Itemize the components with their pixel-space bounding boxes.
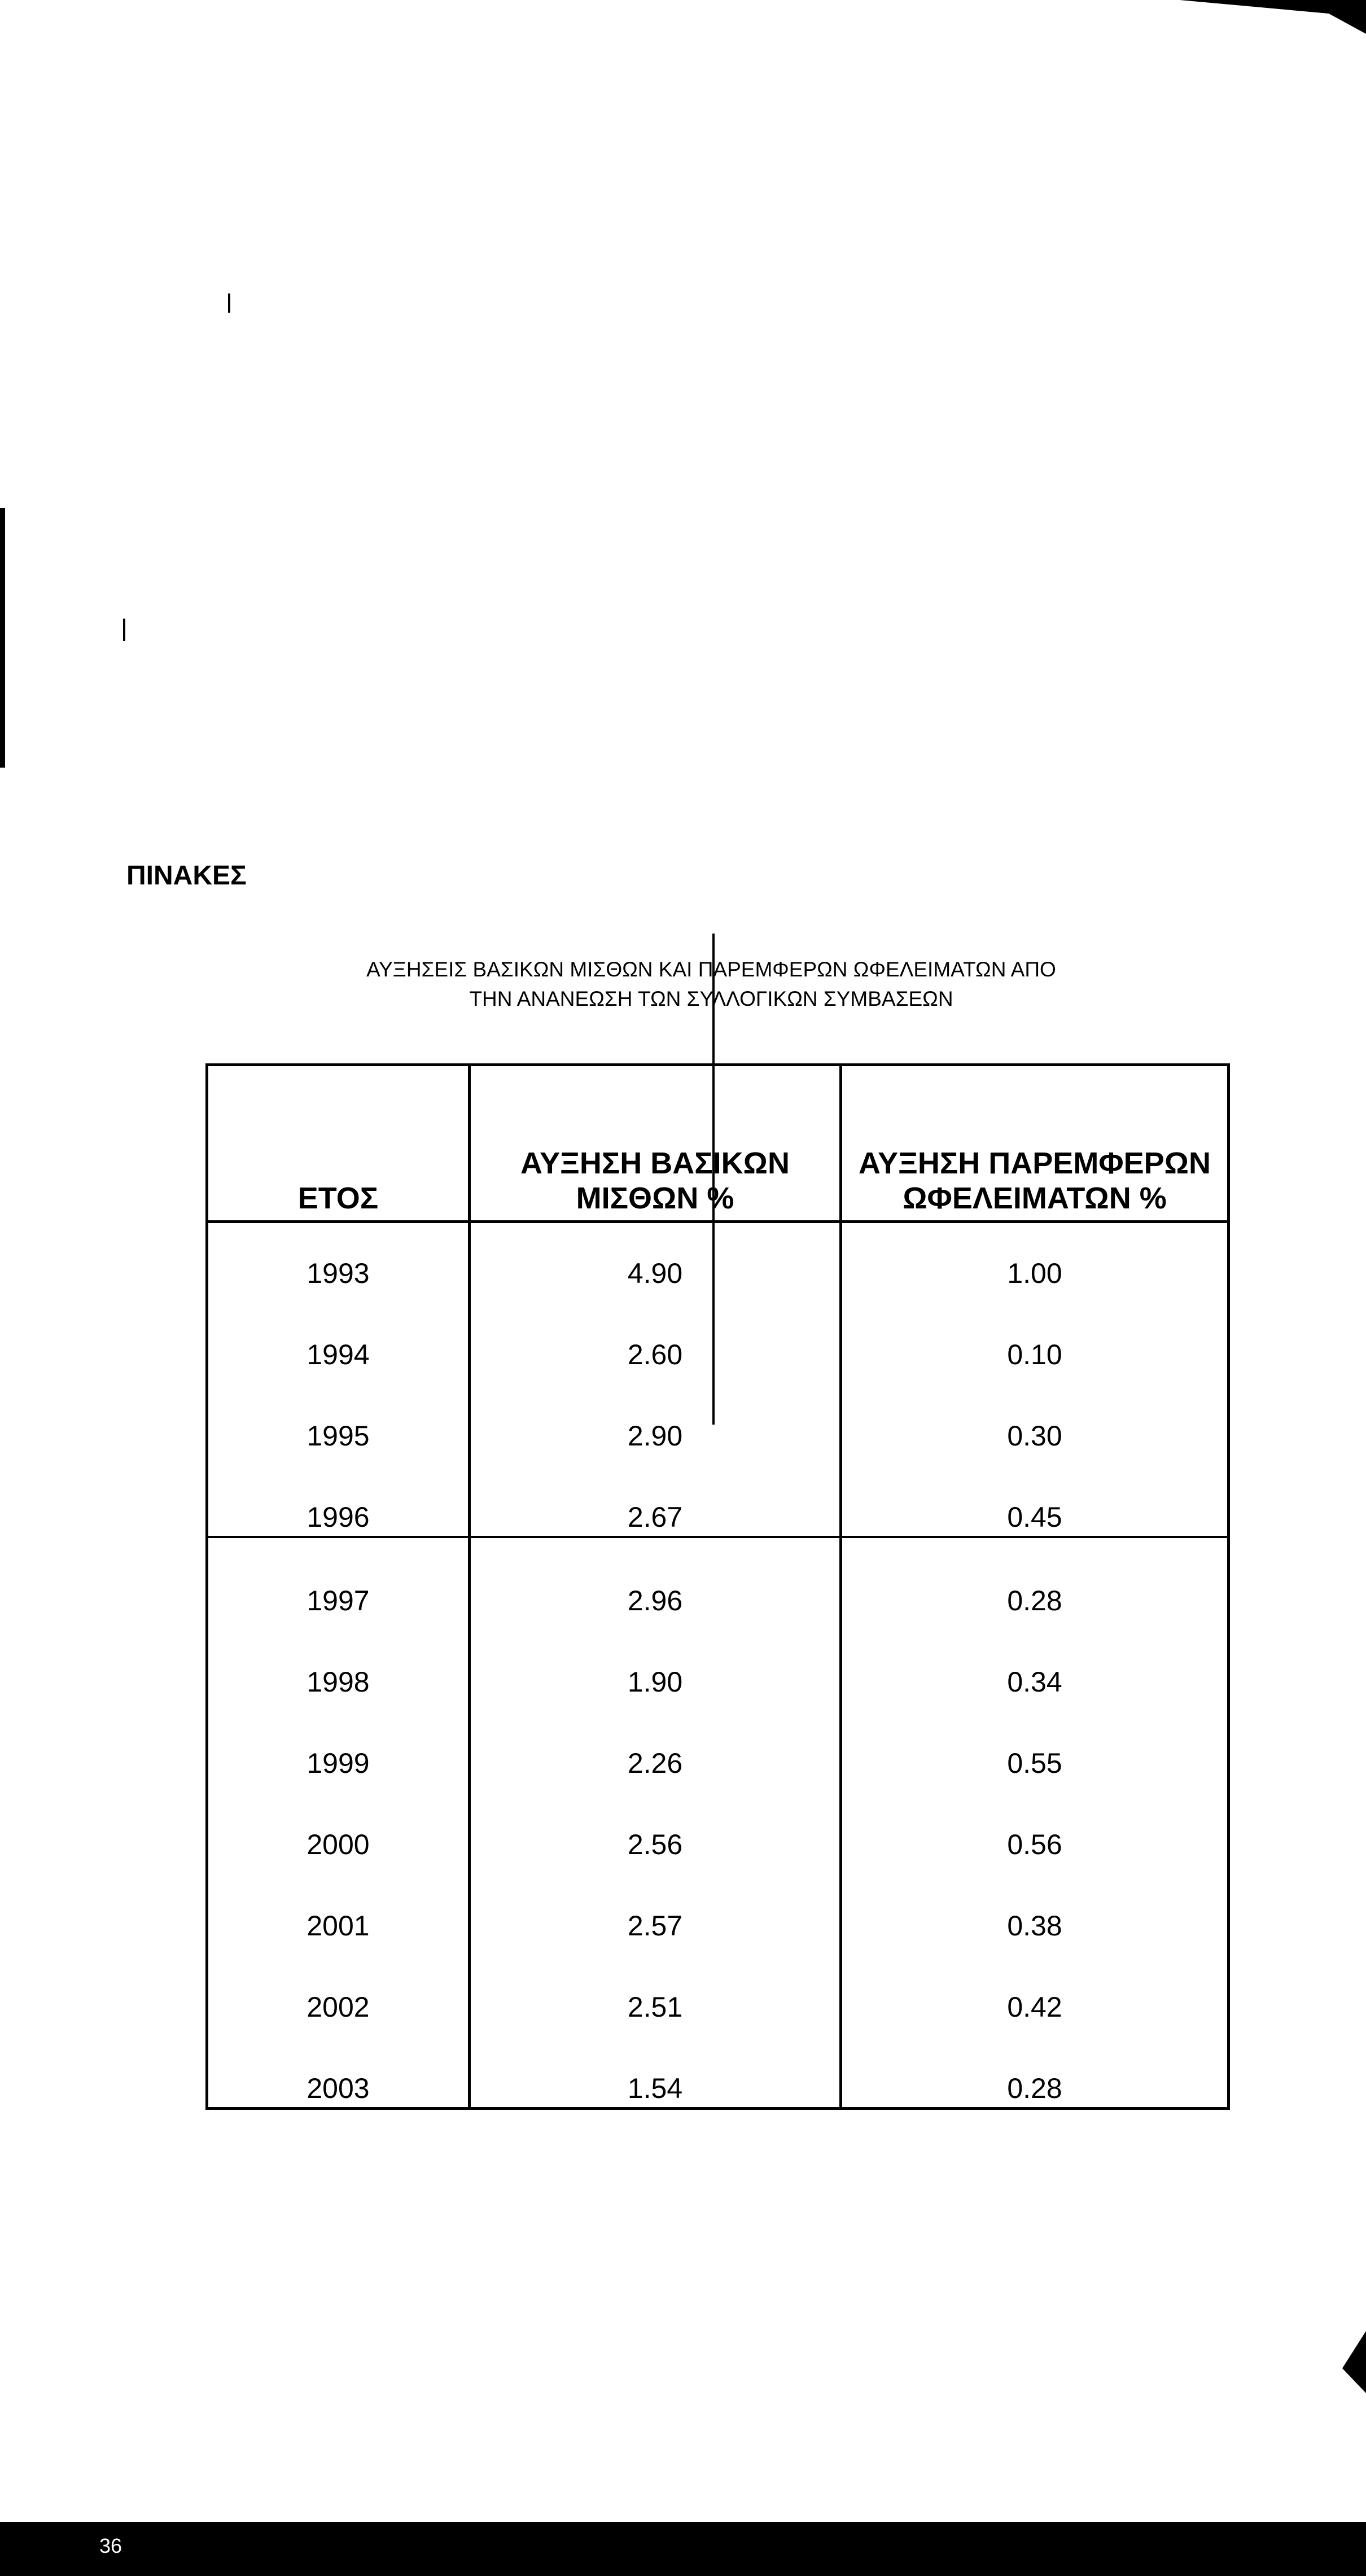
wage-increase-table xyxy=(205,1063,1230,2110)
year-cell: 1997 xyxy=(307,1585,370,1616)
table-row xyxy=(207,1455,1229,1537)
fringe-benefit-cell: 0.28 xyxy=(841,2026,1229,2109)
table-body xyxy=(207,1222,1229,2109)
table-caption xyxy=(260,955,1163,1014)
basic-wage-cell: 2.26 xyxy=(470,1701,841,1782)
page-footer xyxy=(0,2522,1366,2576)
table-row xyxy=(207,1782,1229,1863)
table-row xyxy=(207,1537,1229,1619)
scan-mark-bottom-right-corner xyxy=(1342,2331,1366,2393)
basic-wage-cell: 2.90 xyxy=(470,1373,841,1455)
fringe-benefit-cell: 1.00 xyxy=(841,1222,1229,1293)
header-fringe-benefit-increase: ΑΥΞΗΣΗ ΠΑΡΕΜΦΕΡΩΝ ΩΦΕΛΕΙΜΑΤΩΝ % xyxy=(841,1065,1229,1222)
basic-wage-cell: 2.57 xyxy=(470,1863,841,1944)
basic-wage-cell: 2.96 xyxy=(470,1537,841,1619)
table-row xyxy=(207,1292,1229,1373)
fringe-benefit-cell: 0.42 xyxy=(841,1944,1229,2026)
year-cell: 1999 xyxy=(307,1747,370,1779)
section-heading: ΠΙΝΑΚΕΣ xyxy=(126,861,247,891)
year-cell: 1996 xyxy=(207,1455,470,1537)
year-cell: 1994 xyxy=(307,1339,370,1370)
fringe-benefit-cell: 0.56 xyxy=(841,1782,1229,1863)
scan-mark-left-tick xyxy=(123,619,125,641)
year-cell: 2001 xyxy=(307,1910,370,1942)
year-cell: 1993 xyxy=(307,1258,370,1289)
table-row xyxy=(207,1863,1229,1944)
year-cell: 2000 xyxy=(307,1829,370,1860)
basic-wage-cell: 2.51 xyxy=(470,1944,841,2026)
table-caption-line-1: ΑΥΞΗΣΕΙΣ ΒΑΣΙΚΩΝ ΜΙΣΘΩΝ ΚΑΙ ΠΑΡΕΜΦΕΡΩΝ ΩΦΕΛΕΙΜΑΤΩΝ ΑΠΟ xyxy=(366,958,1056,981)
scan-mark-top-right-corner xyxy=(1180,0,1366,34)
basic-wage-cell: 4.90 xyxy=(470,1222,841,1293)
table-row xyxy=(207,2026,1229,2109)
page-number: 36 xyxy=(99,2534,122,2557)
scan-mark-left-edge xyxy=(0,508,5,768)
year-cell: 2002 xyxy=(307,1991,370,2023)
table-header-row xyxy=(207,1065,1229,1222)
fringe-benefit-cell: 0.10 xyxy=(841,1292,1229,1373)
header-basic-wage-increase: ΑΥΞΗΣΗ ΒΑΣΙΚΩΝ ΜΙΣΘΩΝ % xyxy=(470,1065,841,1222)
basic-wage-cell: 2.60 xyxy=(470,1292,841,1373)
header-year: ΕΤΟΣ xyxy=(207,1065,470,1222)
basic-wage-cell: 2.67 xyxy=(470,1455,841,1537)
basic-wage-cell: 1.90 xyxy=(470,1619,841,1701)
fringe-benefit-cell: 0.55 xyxy=(841,1701,1229,1782)
fringe-benefit-cell: 0.34 xyxy=(841,1619,1229,1701)
fringe-benefit-cell: 0.45 xyxy=(841,1455,1229,1537)
fringe-benefit-cell: 0.38 xyxy=(841,1863,1229,1944)
table-row xyxy=(207,1619,1229,1701)
scan-mark-upper-tick xyxy=(228,293,230,313)
year-cell: 1998 xyxy=(307,1666,370,1698)
table-row xyxy=(207,1701,1229,1782)
year-cell: 2003 xyxy=(307,2073,370,2104)
basic-wage-cell: 1.54 xyxy=(470,2026,841,2109)
year-cell: 1995 xyxy=(307,1420,370,1452)
table-row xyxy=(207,1944,1229,2026)
table-row xyxy=(207,1222,1229,1293)
table-caption-line-2: ΤΗΝ ΑΝΑΝΕΩΣΗ ΤΩΝ ΣΥΛΛΟΓΙΚΩΝ ΣΥΜΒΑΣΕΩΝ xyxy=(469,987,953,1010)
fringe-benefit-cell: 0.28 xyxy=(841,1537,1229,1619)
fringe-benefit-cell: 0.30 xyxy=(841,1373,1229,1455)
basic-wage-cell: 2.56 xyxy=(470,1782,841,1863)
table-row xyxy=(207,1373,1229,1455)
